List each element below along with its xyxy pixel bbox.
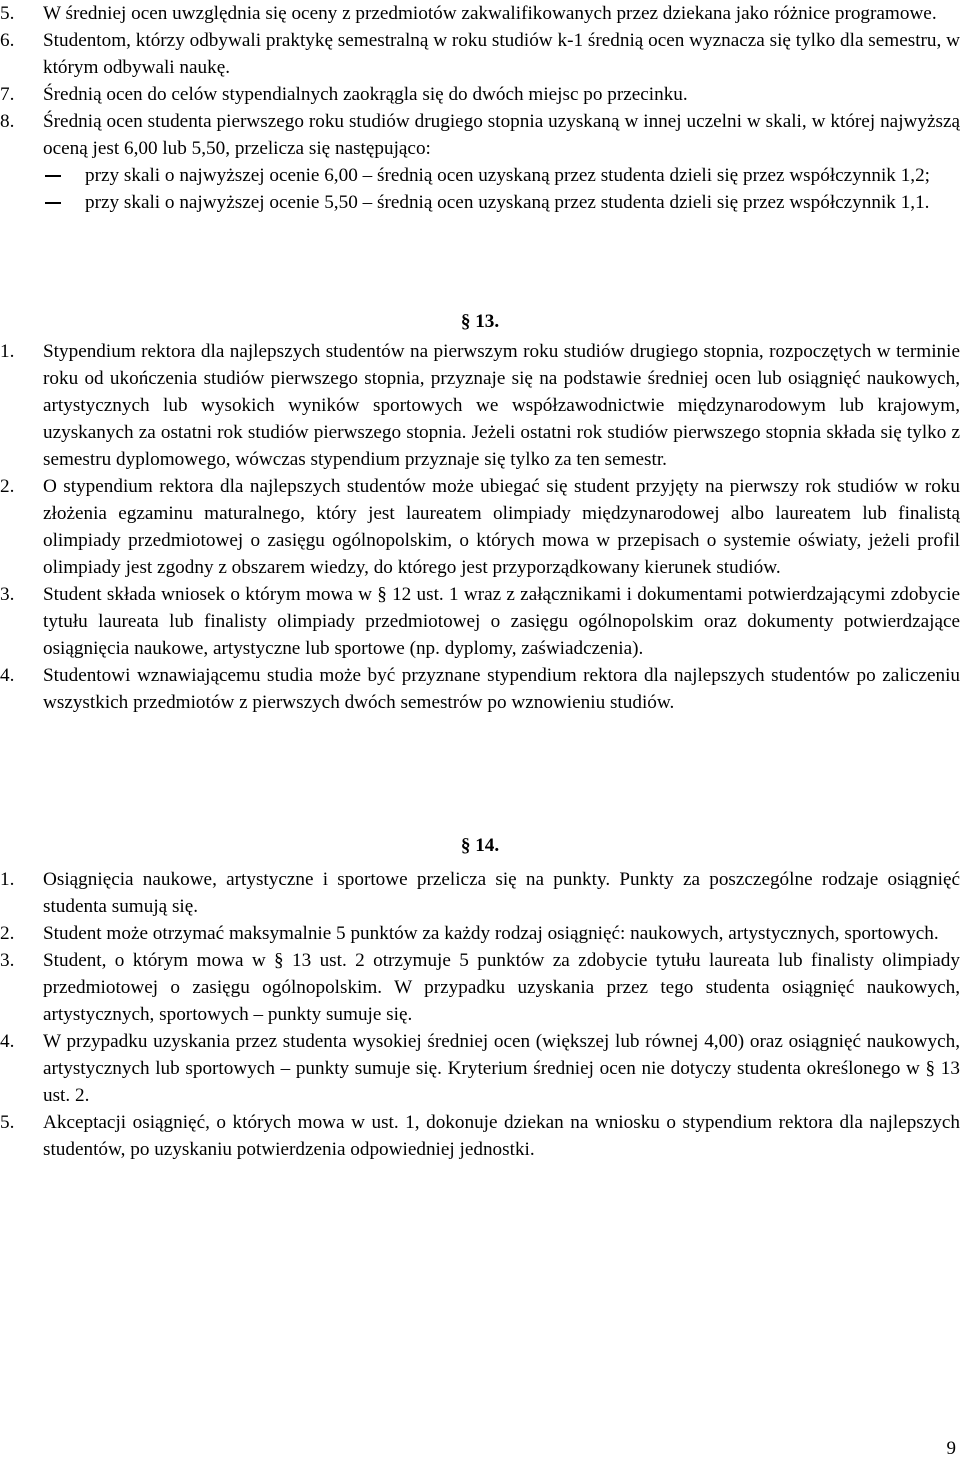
section-13-heading: § 13. bbox=[460, 311, 500, 332]
regulation-block-1 bbox=[0, 0, 960, 216]
item-text: Osiągnięcia naukowe, artystyczne i sportowe przelicza się na punkty. Punkty za poszczególne rodzaje osiągnięć studenta sumują się. bbox=[43, 869, 960, 917]
item-number: 1. bbox=[0, 341, 15, 362]
item-text: Studentowi wznawiającemu studia może być przyznane stypendium rektora dla najlepszych studentów po zaliczeniu wszystkich przedmiotów z pierwszych dwóch semestrów po wznowieniu studiów. bbox=[43, 665, 960, 713]
section-13-body bbox=[0, 338, 960, 716]
sub-item-text: przy skali o najwyższej ocenie 5,50 – średnią ocen uzyskaną przez studenta dzieli się przez współczynnik 1,1. bbox=[85, 192, 930, 213]
list-item bbox=[0, 27, 960, 81]
item-text: Średnią ocen studenta pierwszego roku studiów drugiego stopnia uzyskaną w innej uczelni w skali, w której najwyższą oceną jest 6,00 lub 5,50, przelicza się następująco: bbox=[43, 111, 960, 159]
item-text: W przypadku uzyskania przez studenta wysokiej średniej ocen (większej lub równej 4,00) oraz osiągnięć naukowych, artystycznych lub sportowych – punkty sumuje się. Kryterium średniej ocen nie dotyczy studenta określonego w § 13 ust. 2. bbox=[43, 1031, 960, 1106]
item-number: 4. bbox=[0, 1031, 15, 1052]
list-item bbox=[0, 866, 960, 920]
list-item bbox=[0, 473, 960, 581]
item-number: 4. bbox=[0, 665, 15, 686]
item-number: 3. bbox=[0, 584, 15, 605]
item-number: 8. bbox=[0, 111, 15, 132]
item-text: Studentom, którzy odbywali praktykę semestralną w roku studiów k-1 średnią ocen wyznacza się tylko dla semestru, w którym odbywali naukę. bbox=[43, 30, 960, 78]
item-number: 6. bbox=[0, 30, 15, 51]
section-14-heading: § 14. bbox=[460, 835, 500, 856]
list-item bbox=[0, 108, 960, 162]
item-number: 1. bbox=[0, 869, 15, 890]
sub-item bbox=[0, 189, 960, 216]
item-text: W średniej ocen uwzględnia się oceny z przedmiotów zakwalifikowanych przez dziekana jako różnice programowe. bbox=[43, 3, 937, 24]
item-number: 2. bbox=[0, 476, 15, 497]
list-item bbox=[0, 581, 960, 662]
item-number: 5. bbox=[0, 1112, 15, 1133]
list-item bbox=[0, 338, 960, 473]
item-text: Student, o którym mowa w § 13 ust. 2 otrzymuje 5 punktów za zdobycie tytułu laureata lub finalisty olimpiady przedmiotowej o zasięgu ogólnopolskim. W przypadku uzyskania przez tego studenta osiągnięć naukowych, artystycznych, sportowych – punkty sumuje się. bbox=[43, 950, 960, 1025]
list-item bbox=[0, 0, 960, 27]
item-number: 3. bbox=[0, 950, 15, 971]
list-item bbox=[0, 1109, 960, 1163]
item-text: Student może otrzymać maksymalnie 5 punktów za każdy rodzaj osiągnięć: naukowych, artystycznych, sportowych. bbox=[43, 923, 939, 944]
page-number: 9 bbox=[946, 1438, 956, 1459]
dash-bullet bbox=[45, 202, 61, 204]
item-text: Akceptacji osiągnięć, o których mowa w ust. 1, dokonuje dziekan na wniosku o stypendium rektora dla najlepszych studentów, po uzyskaniu potwierdzenia odpowiedniej jednostki. bbox=[43, 1112, 960, 1160]
item-text: Stypendium rektora dla najlepszych studentów na pierwszym roku studiów drugiego stopnia, rozpoczętych w terminie roku od ukończenia studiów pierwszego stopnia, przyznaje się na podstawie średniej ocen lub osiągnięć naukowych, artystycznych lub wysokich wyników sportowych we współzawodnictwie międzynarodowym lub krajowym, uzyskanych za ostatni rok studiów pierwszego stopnia. Jeżeli ostatni rok studiów pierwszego stopnia składa się tylko z semestru dyplomowego, wówczas stypendium przyznaje się tylko za ten semestr. bbox=[43, 341, 960, 470]
item-number: 7. bbox=[0, 84, 15, 105]
item-text: Średnią ocen do celów stypendialnych zaokrągla się do dwóch miejsc po przecinku. bbox=[43, 84, 688, 105]
sub-item-text: przy skali o najwyższej ocenie 6,00 – średnią ocen uzyskaną przez studenta dzieli się przez współczynnik 1,2; bbox=[85, 165, 931, 186]
item-number: 5. bbox=[0, 3, 15, 24]
item-text: Student składa wniosek o którym mowa w § 12 ust. 1 wraz z załącznikami i dokumentami potwierdzającymi zdobycie tytułu laureata lub finalisty olimpiady przedmiotowej o zasięgu ogólnopolskim oraz dokumenty potwierdzające osiągnięcia naukowe, artystyczne lub sportowe (np. dyplomy, zaświadczenia). bbox=[43, 584, 960, 659]
list-item bbox=[0, 947, 960, 1028]
list-item bbox=[0, 1028, 960, 1109]
sub-item bbox=[0, 162, 960, 189]
section-14-body bbox=[0, 866, 960, 1163]
list-item bbox=[0, 662, 960, 716]
list-item bbox=[0, 81, 960, 108]
list-item bbox=[0, 920, 960, 947]
dash-bullet bbox=[45, 175, 61, 177]
item-number: 2. bbox=[0, 923, 15, 944]
item-text: O stypendium rektora dla najlepszych studentów może ubiegać się student przyjęty na pierwszy rok studiów w roku złożenia egzaminu maturalnego, który jest laureatem olimpiady międzynarodowej albo laureatem lub finalistą olimpiady przedmiotowej o zasięgu ogólnopolskim, o których mowa w przepisach o systemie oświaty, jeżeli profil olimpiady jest zgodny z obszarem wiedzy, do którego jest przyporządkowany kierunek studiów. bbox=[43, 476, 960, 578]
